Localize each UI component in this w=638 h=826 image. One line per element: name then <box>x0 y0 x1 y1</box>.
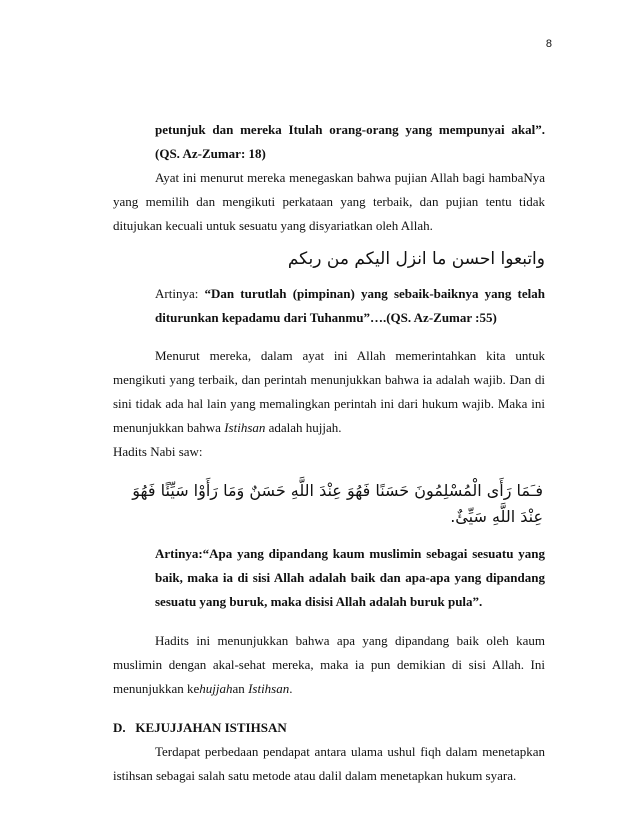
arabic-hadith: فـَمَا رَأَى الْمُسْلِمُونَ حَسَنًا فَهُوَ عِنْدَ اللَّهِ حَسَنٌ وَمَا رَأَوْا سَيِّئًا فَهُوَ عِنْدَ اللَّهِ سَيِّئٌ. <box>132 481 543 526</box>
paragraph-2-tail: adalah hujjah. <box>265 420 342 435</box>
paragraph-2-text: Menurut mereka, dalam ayat ini Allah memerintahkan kita untuk mengikuti yang terbaik, dan perintah menunjukkan bahwa ia adalah wajib. Dan di sini tidak ada hal lain yang memalingkan perintah ini dari hukum wajib. Maka ini menunjukkan bahwa <box>113 348 545 435</box>
paragraph-3-tail: . <box>289 681 293 696</box>
paragraph-3-italic-1: hujjah <box>199 681 233 696</box>
translation-1-lead: Artinya: <box>155 286 205 301</box>
page-number: 8 <box>545 38 552 50</box>
paragraph-2 <box>113 344 545 440</box>
quote-continuation: petunjuk dan mereka Itulah orang-orang yang mempunyai akal”. (QS. Az-Zumar: 18) <box>155 122 545 161</box>
translation-1-text: “Dan turutlah (pimpinan) yang sebaik-baiknya yang telah diturunkan kepadamu dari Tuhanmu”….(QS. Az-Zumar :55) <box>155 286 545 325</box>
paragraph-3-mid: an <box>232 681 249 696</box>
paragraph-3-italic-2: Istihsan <box>248 681 290 696</box>
page-content <box>113 118 545 788</box>
paragraph-4: Terdapat perbedaan pendapat antara ulama ushul fiqh dalam menetapkan istihsan sebagai salah satu metode atau dalil dalam menetapkan hukum syara. <box>113 744 545 783</box>
arabic-verse: واتبعوا احسن ما انزل اليكم من ربكم <box>287 249 545 269</box>
translation-2: Artinya:“Apa yang dipandang kaum muslimin sebagai sesuatu yang baik, maka ia di sisi Allah adalah baik dan apa-apa yang dipandang sesuatu yang buruk, maka disisi Allah adalah buruk pula”. <box>155 546 545 609</box>
translation-1 <box>155 282 545 330</box>
paragraph-2-italic: Istihsan <box>224 420 266 435</box>
paragraph-3 <box>113 629 545 701</box>
paragraph-1: Ayat ini menurut mereka menegaskan bahwa pujian Allah bagi hambaNya yang memilih dan mengikuti perkataan yang terbaik, dan pujian tentu tidak ditujukan kecuali untuk sesuatu yang disyariatkan oleh Allah. <box>113 170 545 233</box>
hadith-label: Hadits Nabi saw: <box>113 444 203 459</box>
paragraph-3-text: Hadits ini menunjukkan bahwa apa yang dipandang baik oleh kaum muslimin dengan akal-sehat mereka, maka ia pun demikian di sisi Allah. Ini menunjukkan ke <box>113 633 545 696</box>
section-d-heading: D. KEJUJJAHAN ISTIHSAN <box>113 720 287 735</box>
